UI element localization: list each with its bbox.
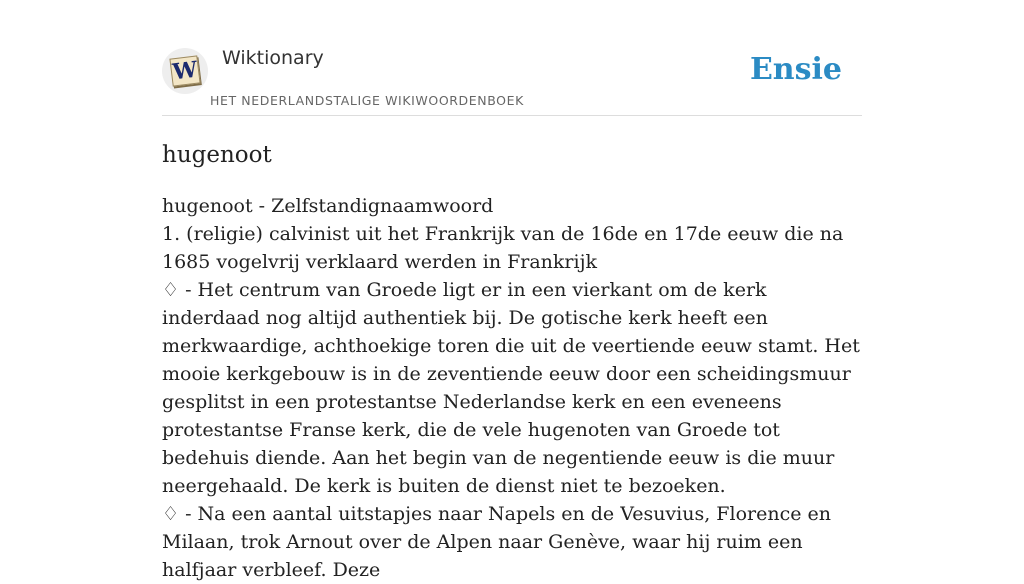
ensie-brand-logo[interactable]: Ensie — [749, 52, 842, 87]
site-subtitle: HET NEDERLANDSTALIGE WIKIWOORDENBOEK — [210, 93, 524, 108]
page-title: hugenoot — [162, 142, 272, 168]
wiktionary-logo-icon[interactable] — [162, 48, 208, 94]
site-header — [162, 44, 862, 116]
definition-line: 1. (religie) calvinist uit het Frankrijk van de 16de en 17de eeuw die na 1685 vogelvrij verklaard werden in Frankrijk — [162, 223, 844, 273]
definition-body — [162, 192, 866, 584]
example-sentence: ♢ - Het centrum van Groede ligt er in een vierkant om de kerk inderdaad nog altijd authentiek bij. De gotische kerk heeft een merkwaardige, achthoekige toren die uit de veertiende eeuw stamt. Het mooie kerkgebouw is in de zeventiende eeuw door een scheidingsmuur gesplitst in een protestantse Nederlandse kerk en een eveneens protestantse Franse kerk, die de vele hugenoten van Groede tot bedehuis diende. Aan het begin van de negentiende eeuw is die muur neergehaald. De kerk is buiten de dienst niet te bezoeken. — [162, 279, 860, 497]
logo-letter: W — [171, 56, 199, 86]
example-sentence: ♢ - Na een aantal uitstapjes naar Napels en de Vesuvius, Florence en Milaan, trok Arnout over de Alpen naar Genève, waar hij ruim een halfjaar verbleef. Deze — [162, 503, 831, 581]
entry-word-class: hugenoot - Zelfstandignaamwoord — [162, 195, 494, 217]
site-name[interactable]: Wiktionary — [222, 47, 324, 69]
logo-tile — [169, 55, 200, 86]
